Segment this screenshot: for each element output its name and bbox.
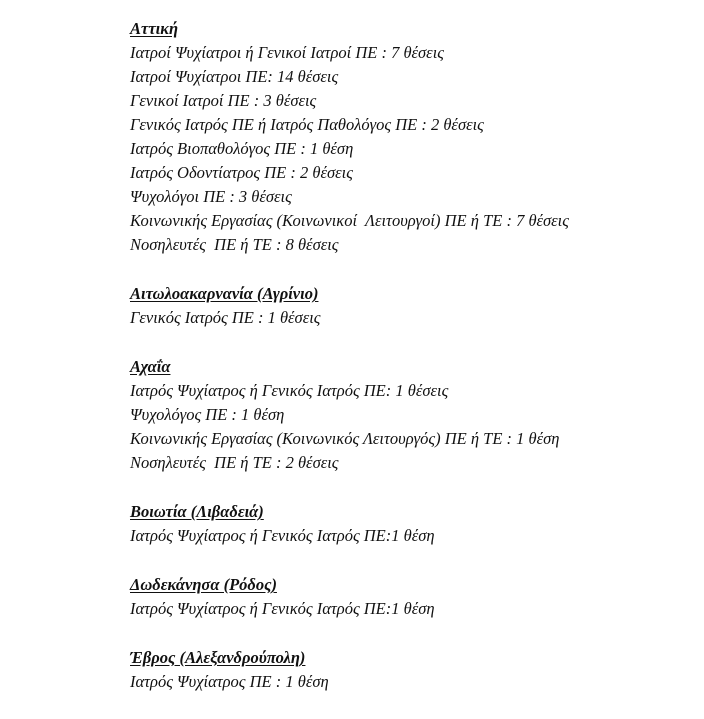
position-line: Ιατροί Ψυχίατροι ΠΕ: 14 θέσεις xyxy=(130,67,339,86)
position-line: Κοινωνικής Εργασίας (Κοινωνικοί Λειτουργοί) ΠΕ ή ΤΕ : 7 θέσεις xyxy=(130,211,569,230)
position-line: Ιατρός Ψυχίατρος ή Γενικός Ιατρός ΠΕ:1 θέση xyxy=(130,526,435,545)
position-line: Ιατρός Βιοπαθολόγος ΠΕ : 1 θέση xyxy=(130,139,354,158)
region-section-attica xyxy=(130,17,690,257)
region-section-aitoloakarnania xyxy=(130,282,690,330)
region-title: Αττική xyxy=(130,19,179,38)
position-line: Ιατρός Ψυχίατρος ή Γενικός Ιατρός ΠΕ:1 θέση xyxy=(130,599,435,618)
position-line: Γενικός Ιατρός ΠΕ ή Ιατρός Παθολόγος ΠΕ : 2 θέσεις xyxy=(130,115,484,134)
position-line: Ψυχολόγοι ΠΕ : 3 θέσεις xyxy=(130,187,292,206)
position-line: Ιατρός Ψυχίατρος ή Γενικός Ιατρός ΠΕ: 1 θέσεις xyxy=(130,381,449,400)
region-title: Αιτωλοακαρνανία (Αγρίνιο) xyxy=(130,284,319,303)
region-section-achaia xyxy=(130,355,690,475)
document-page xyxy=(130,17,690,719)
position-line: Ψυχολόγος ΠΕ : 1 θέση xyxy=(130,405,285,424)
region-title: Βοιωτία (Λιβαδειά) xyxy=(130,502,264,521)
region-title: Έβρος (Αλεξανδρούπολη) xyxy=(130,648,306,667)
position-line: Ιατρός Οδοντίατρος ΠΕ : 2 θέσεις xyxy=(130,163,353,182)
region-title: Δωδεκάνησα (Ρόδος) xyxy=(130,575,277,594)
position-line: Κοινωνικής Εργασίας (Κοινωνικός Λειτουργός) ΠΕ ή ΤΕ : 1 θέση xyxy=(130,429,560,448)
region-section-evros xyxy=(130,646,690,694)
position-line: Νοσηλευτές ΠΕ ή ΤΕ : 8 θέσεις xyxy=(130,235,339,254)
position-line: Ιατρός Ψυχίατρος ΠΕ : 1 θέση xyxy=(130,672,329,691)
region-section-boeotia xyxy=(130,500,690,548)
position-line: Γενικοί Ιατροί ΠΕ : 3 θέσεις xyxy=(130,91,317,110)
position-line: Ιατροί Ψυχίατροι ή Γενικοί Ιατροί ΠΕ : 7 θέσεις xyxy=(130,43,444,62)
region-section-dodecanese xyxy=(130,573,690,621)
position-line: Γενικός Ιατρός ΠΕ : 1 θέσεις xyxy=(130,308,321,327)
region-title: Αχαΐα xyxy=(130,357,171,376)
position-line: Νοσηλευτές ΠΕ ή ΤΕ : 2 θέσεις xyxy=(130,453,339,472)
